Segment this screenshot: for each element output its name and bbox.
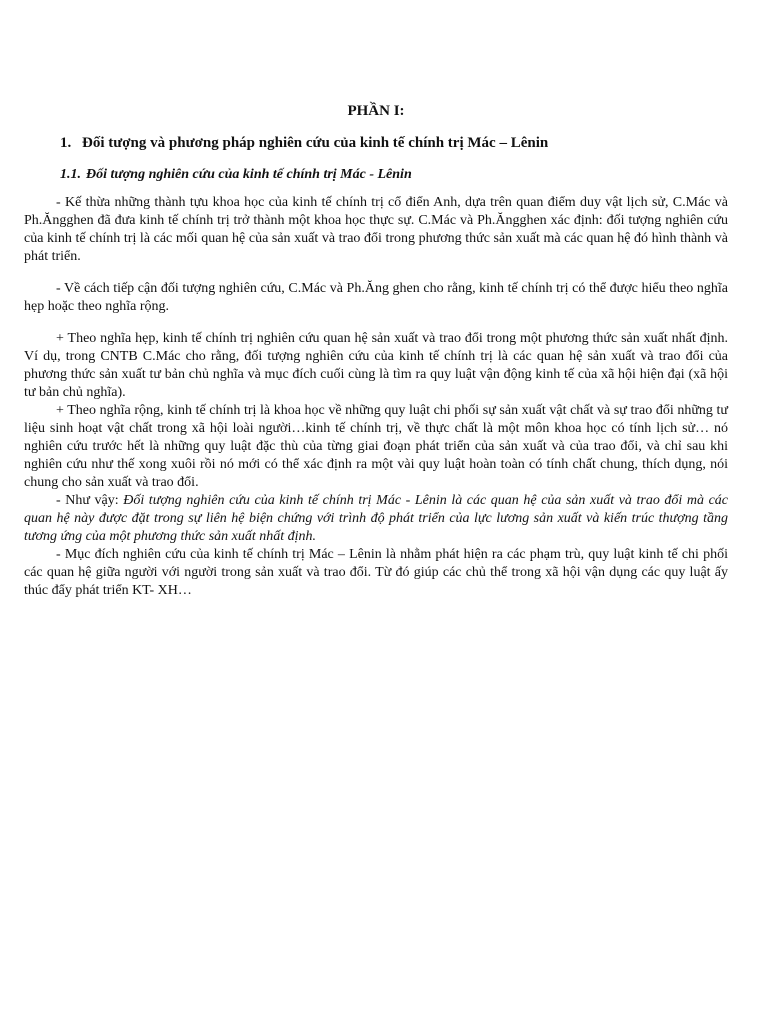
section-number: 1. xyxy=(60,135,72,151)
subsection-heading-1-1 xyxy=(60,164,728,186)
section-title: Đối tượng và phương pháp nghiên cứu của kinh tế chính trị Mác – Lênin xyxy=(82,135,549,151)
paragraph-broad-sense: + Theo nghĩa rộng, kinh tế chính trị là khoa học về những quy luật chi phối sự sản xuất vật chất và sự trao đổi những tư liệu sinh hoạt vật chất trong xã hội loài người…kinh tế chính trị, về thực chất là một môn khoa học có tính lịch sử… nó nghiên cứu trước hết là những quy luật đặc thù của từng giai đoạn phát triển của sản xuất và của trao đổi, và chỉ sau khi nghiên cứu như thế xong xuôi rồi nó mới có thể xác định ra một vài quy luật hoàn toàn có tính chất chung, thích dụng, nói chung cho sản xuất và trao đổi. xyxy=(24,403,728,490)
subsection-title: Đối tượng nghiên cứu của kinh tế chính trị Mác - Lênin xyxy=(86,167,412,182)
paragraph-narrow-sense: + Theo nghĩa hẹp, kinh tế chính trị nghiên cứu quan hệ sản xuất và trao đổi trong một phương thức sản xuất nhất định. Ví dụ, trong CNTB C.Mác cho rằng, đối tượng nghiên cứu của kinh tế chính trị là các quan hệ sản xuất và trao đổi của phương thức sản xuất tư bản chủ nghĩa và mục đích cuối cùng là tìm ra quy luật vận động kinh tế của xã hội hiện đại (xã hội tư bản chủ nghĩa). xyxy=(24,331,728,400)
conclusion-definition: Đối tượng nghiên cứu của kinh tế chính trị Mác - Lênin là các quan hệ của sản xuất và trao đổi mà các quan hệ này được đặt trong sự liên hệ biện chứng với trình độ phát triển của lực lương sản xuất và kiến trúc thượng tầng tương ứng của một phương thức sản xuất nhất định. xyxy=(24,493,729,544)
paragraph-approach: - Về cách tiếp cận đối tượng nghiên cứu, C.Mác và Ph.Ăng ghen cho rằng, kinh tế chính trị có thể được hiểu theo nghĩa hẹp hoặc theo nghĩa rộng. xyxy=(24,281,728,314)
conclusion-prefix: - Như vậy: xyxy=(56,493,124,508)
paragraph-purpose: - Mục đích nghiên cứu của kinh tế chính trị Mác – Lênin là nhằm phát hiện ra các phạm trù, quy luật kinh tế chi phối các quan hệ giữa người với người trong sản xuất và trao đổi. Từ đó giúp các chủ thể trong xã hội vận dụng các quy luật ấy thúc đẩy phát triển KT- XH… xyxy=(24,547,728,598)
paragraph-conclusion xyxy=(24,492,728,546)
part-title: PHẦN I: xyxy=(347,103,405,119)
subsection-number: 1.1. xyxy=(60,167,81,182)
paragraph-inheritance: - Kế thừa những thành tựu khoa học của kinh tế chính trị cổ điển Anh, dựa trên quan điểm duy vật lịch sử, C.Mác và Ph.Ăngghen đã đưa kinh tế chính trị trở thành một khoa học thực sự. C.Mác và Ph.Ăngghen xác định: đối tượng nghiên cứu của kinh tế chính trị là các mối quan hệ của sản xuất và trao đổi trong phương thức sản xuất mà các quan hệ đó hình thành và phát triển. xyxy=(24,195,728,264)
document-page xyxy=(24,100,728,600)
section-heading-1 xyxy=(60,132,728,154)
